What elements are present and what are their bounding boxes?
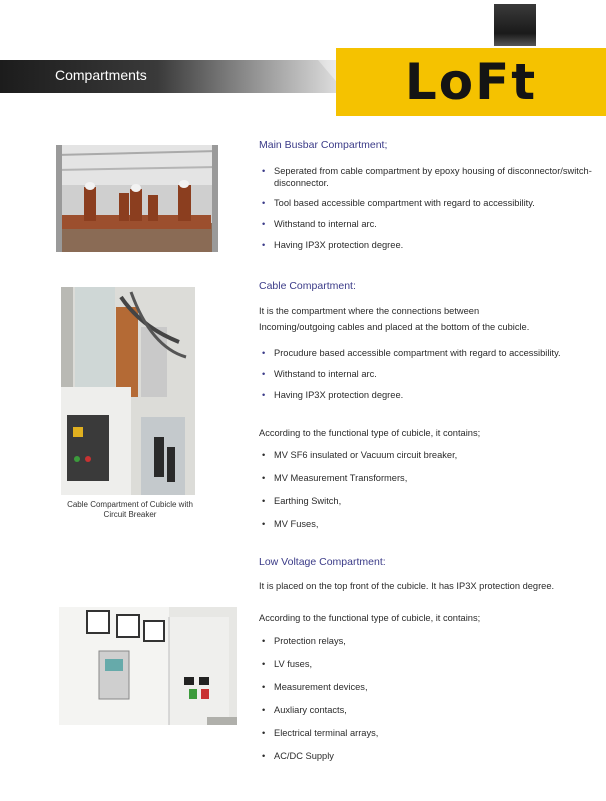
logo <box>336 48 606 116</box>
list-item: • Seperated from cable compartment by epoxy housing of disconnector/switch-disconnector. <box>259 165 594 197</box>
list-item: • Auxliary contacts, <box>259 704 579 727</box>
low-voltage-contains-list <box>259 635 579 762</box>
cable-photo-caption: Cable Compartment of Cubicle with Circuit Breaker <box>67 500 193 519</box>
list-item: • Withstand to internal arc. <box>259 218 594 239</box>
low-voltage-intro: It is placed on the top front of the cubicle. It has IP3X protection degree. <box>259 581 555 591</box>
cable-contains-intro: According to the functional type of cubicle, it contains; <box>259 428 481 438</box>
list-item: • MV SF6 insulated or Vacuum circuit breaker, <box>259 449 589 472</box>
list-item: • Having IP3X protection degree. <box>259 239 594 251</box>
cable-bullet-list <box>259 347 599 401</box>
busbar-bullet-list <box>259 165 594 251</box>
cable-intro-line1: It is the compartment where the connections between <box>259 306 480 316</box>
low-voltage-contains-intro: According to the functional type of cubicle, it contains; <box>259 613 481 623</box>
list-item: • AC/DC Supply <box>259 750 579 762</box>
logo-text: LoFt <box>404 53 538 111</box>
cable-intro-line2: Incoming/outgoing cables and placed at the bottom of the cubicle. <box>259 322 530 332</box>
list-item: • Tool based accessible compartment with regard to accessibility. <box>259 197 594 218</box>
page-title: Compartments <box>55 67 147 83</box>
list-item: • Having IP3X protection degree. <box>259 389 599 401</box>
list-item: • MV Measurement Transformers, <box>259 472 589 495</box>
busbar-title: Main Busbar Compartment; <box>259 139 388 151</box>
list-item: • Protection relays, <box>259 635 579 658</box>
list-item: • Measurement devices, <box>259 681 579 704</box>
top-tab-decoration <box>494 4 536 46</box>
list-item: • LV fuses, <box>259 658 579 681</box>
list-item: • Withstand to internal arc. <box>259 368 599 389</box>
low-voltage-title: Low Voltage Compartment: <box>259 556 386 568</box>
list-item: • Earthing Switch, <box>259 495 589 518</box>
cable-compartment-photo <box>61 287 195 495</box>
list-item: • MV Fuses, <box>259 518 589 530</box>
header-bar <box>0 60 350 93</box>
list-item: • Electrical terminal arrays, <box>259 727 579 750</box>
cable-contains-list <box>259 449 589 530</box>
cable-title: Cable Compartment: <box>259 280 356 292</box>
busbar-photo <box>56 145 218 252</box>
list-item: • Procudure based accessible compartment with regard to accessibility. <box>259 347 599 368</box>
low-voltage-photo <box>59 607 237 725</box>
